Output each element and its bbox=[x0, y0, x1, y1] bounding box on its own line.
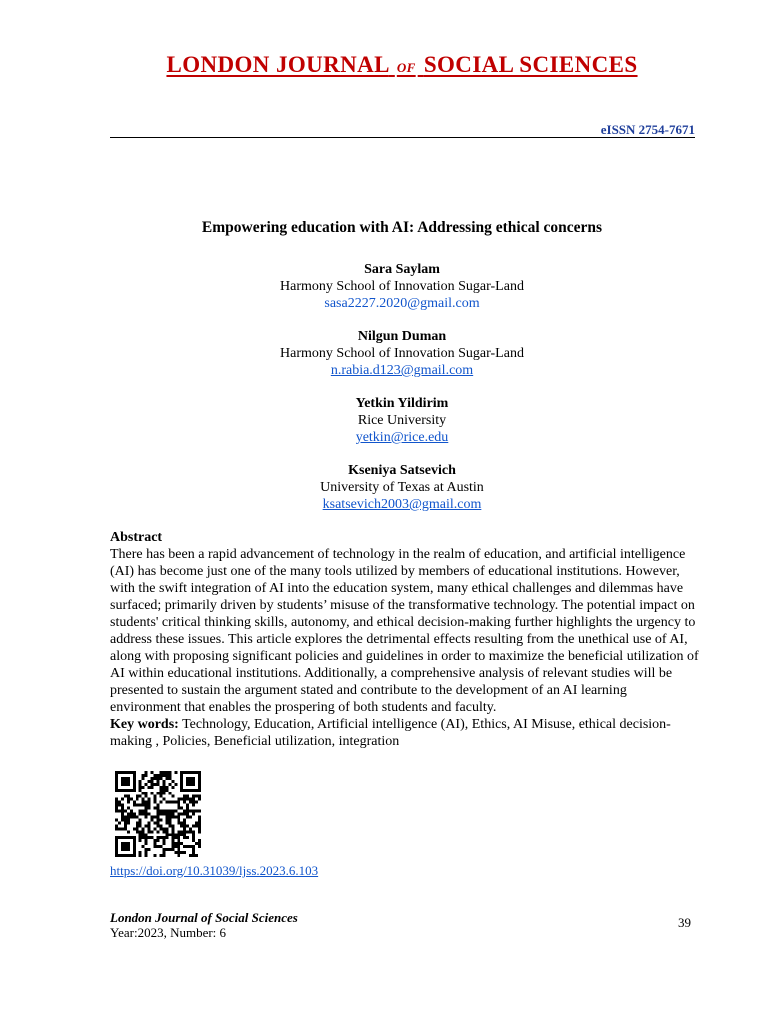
author-email-link[interactable]: sasa2227.2020@gmail.com bbox=[324, 296, 480, 311]
keywords-label: Key words: bbox=[110, 717, 179, 732]
eissn-label: eISSN 2754-7671 bbox=[600, 122, 695, 137]
qr-code bbox=[115, 771, 201, 857]
journal-title-part2: SOCIAL SCIENCES bbox=[423, 52, 638, 77]
footer-year-number: Year:2023, Number: 6 bbox=[110, 925, 227, 940]
keywords-text: Technology, Education, Artificial intelligence (AI), Ethics, AI Misuse, ethical decision-making , Policies, Beneficial utilization, integration bbox=[110, 717, 671, 749]
paper-title: Empowering education with AI: Addressing ethical concerns bbox=[201, 219, 603, 236]
author-block bbox=[0, 462, 768, 513]
footer-journal-name: London Journal of Social Sciences bbox=[110, 910, 298, 925]
header-rule bbox=[110, 137, 695, 138]
author-name: Yetkin Yildirim bbox=[355, 396, 449, 411]
author-email-link[interactable]: ksatsevich2003@gmail.com bbox=[322, 497, 482, 512]
author-name: Nilgun Duman bbox=[357, 329, 447, 344]
author-email-link[interactable]: yetkin@rice.edu bbox=[355, 430, 449, 445]
author-affiliation: Harmony School of Innovation Sugar-Land bbox=[280, 279, 524, 294]
abstract-heading: Abstract bbox=[110, 530, 163, 545]
author-block bbox=[0, 328, 768, 379]
author-block bbox=[0, 395, 768, 446]
author-affiliation: Harmony School of Innovation Sugar-Land bbox=[280, 346, 524, 361]
abstract-text: There has been a rapid advancement of technology in the realm of education, and artificial intelligence (AI) has become just one of the many tools utilized by members of educational institutions. However, with the swift integration of AI into the education system, many ethical challenges and dilemmas have surfaced; primarily driven by students’ misuse of the transformative technology. The potential impact on students' critical thinking skills, autonomy, and ethical decision-making further highlights the urgency to address these issues. This article explores the detrimental effects resulting from the unethical use of AI, along with proposing significant policies and guidelines in order to maximize the beneficial utilization of AI within educational institutions. Additionally, a comprehensive analysis of relevant studies will be presented to sustain the argument stated and contribute to the development of an AI learning environment that enables the prospering of both students and faculty. bbox=[110, 547, 699, 715]
journal-title-of: OF bbox=[396, 60, 416, 75]
author-email-link[interactable]: n.rabia.d123@gmail.com bbox=[330, 363, 474, 378]
doi-link[interactable]: https://doi.org/10.31039/ljss.2023.6.103 bbox=[110, 863, 319, 878]
journal-title-part1: LONDON JOURNAL bbox=[166, 52, 389, 77]
journal-title bbox=[0, 52, 768, 78]
keywords bbox=[110, 716, 700, 750]
author-affiliation: University of Texas at Austin bbox=[320, 480, 484, 495]
abstract-section bbox=[110, 529, 700, 750]
author-name: Kseniya Satsevich bbox=[348, 463, 456, 478]
page-number: 39 bbox=[678, 915, 691, 930]
author-affiliation: Rice University bbox=[357, 413, 447, 428]
author-block bbox=[0, 261, 768, 312]
author-name: Sara Saylam bbox=[364, 262, 440, 277]
